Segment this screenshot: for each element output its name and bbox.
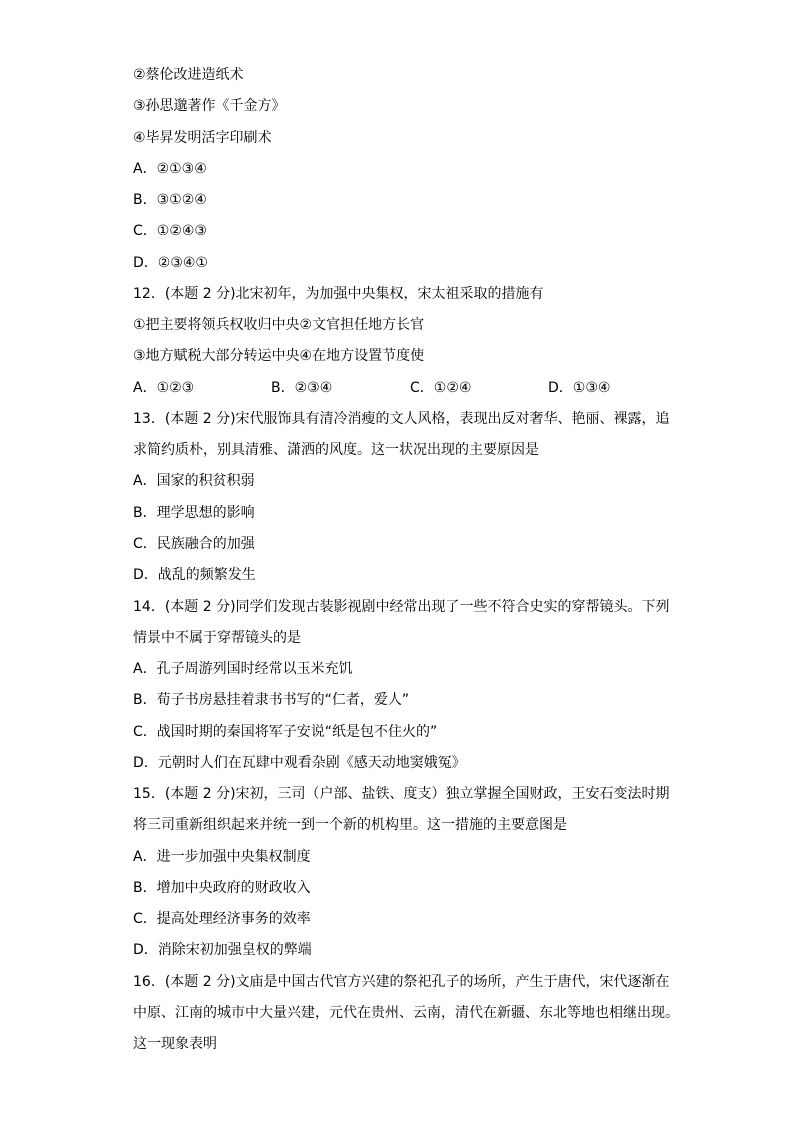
q16-stem-line-2: 中原、江南的城市中大量兴建，元代在贵州、云南，清代在新疆、东北等地也相继出现。 xyxy=(133,1005,679,1021)
q11-option-c: C．①②④③ xyxy=(133,223,207,239)
q11-option-d: D．②③④① xyxy=(133,255,208,271)
q13-option-d: D．战乱的频繁发生 xyxy=(133,567,256,583)
q12-stem: 12．(本题 2 分)北宋初年，为加强中央集权，宋太祖采取的措施有 xyxy=(133,286,544,302)
q16-stem-line-1: 16．(本题 2 分)文庙是中国古代官方兴建的祭祀孔子的场所，产生于唐代，宋代逐渐在 xyxy=(133,974,670,990)
q11-option-b: B．③①②④ xyxy=(133,192,207,208)
q15-option-c: C．提高处理经济事务的效率 xyxy=(133,911,311,927)
q13-stem-line-2: 求简约质朴，别具清雅、潇洒的风度。这一状况出现的主要原因是 xyxy=(133,442,539,458)
q12-item-line-2: ③地方赋税大部分转运中央④在地方设置节度使 xyxy=(133,348,425,364)
q11-item-2: ②蔡伦改进造纸术 xyxy=(133,67,244,83)
q15-option-b: B．增加中央政府的财政收入 xyxy=(133,880,311,896)
q12-option-b: B．②③④ xyxy=(271,380,333,396)
q14-stem-line-2: 情景中不属于穿帮镜头的是 xyxy=(133,630,301,646)
q12-option-d: D．①③④ xyxy=(548,380,611,396)
q11-item-3: ③孙思邈著作《千金方》 xyxy=(133,98,286,114)
q15-stem-line-2: 将三司重新组织起来并统一到一个新的机构里。这一措施的主要意图是 xyxy=(133,817,567,833)
q13-stem-line-1: 13．(本题 2 分)宋代服饰具有清冷消瘦的文人风格，表现出反对奢华、艳丽、裸露，追 xyxy=(133,411,670,427)
q12-option-a: A．①②③ xyxy=(133,380,195,396)
q15-stem-line-1: 15．(本题 2 分)宋初，三司（户部、盐铁、度支）独立掌握全国财政，王安石变法时期 xyxy=(133,786,670,802)
q16-stem-line-3: 这一现象表明 xyxy=(133,1036,217,1052)
q14-stem-line-1: 14．(本题 2 分)同学们发现古装影视剧中经常出现了一些不符合史实的穿帮镜头。下列 xyxy=(133,599,670,615)
q14-option-d: D．元朝时人们在瓦肆中观看杂剧《感天动地窦娥冤》 xyxy=(133,755,466,771)
q12-item-line-1: ①把主要将领兵权收归中央②文官担任地方长官 xyxy=(133,317,425,333)
q14-option-c: C．战国时期的秦国将军子安说“纸是包不住火的” xyxy=(133,724,438,740)
q15-option-a: A．进一步加强中央集权制度 xyxy=(133,849,311,865)
q11-option-a: A．②①③④ xyxy=(133,161,207,177)
q13-option-c: C．民族融合的加强 xyxy=(133,536,255,552)
q14-option-b: B．荀子书房悬挂着隶书书写的“仁者，爱人” xyxy=(133,692,410,708)
q14-option-a: A．孔子周游列国时经常以玉米充饥 xyxy=(133,661,353,677)
q12-option-c: C．①②④ xyxy=(410,380,472,396)
q15-option-d: D．消除宋初加强皇权的弊端 xyxy=(133,942,312,958)
q13-option-b: B．理学思想的影响 xyxy=(133,505,255,521)
q13-option-a: A．国家的积贫积弱 xyxy=(133,473,255,489)
q11-item-4: ④毕昇发明活字印刷术 xyxy=(133,130,272,146)
